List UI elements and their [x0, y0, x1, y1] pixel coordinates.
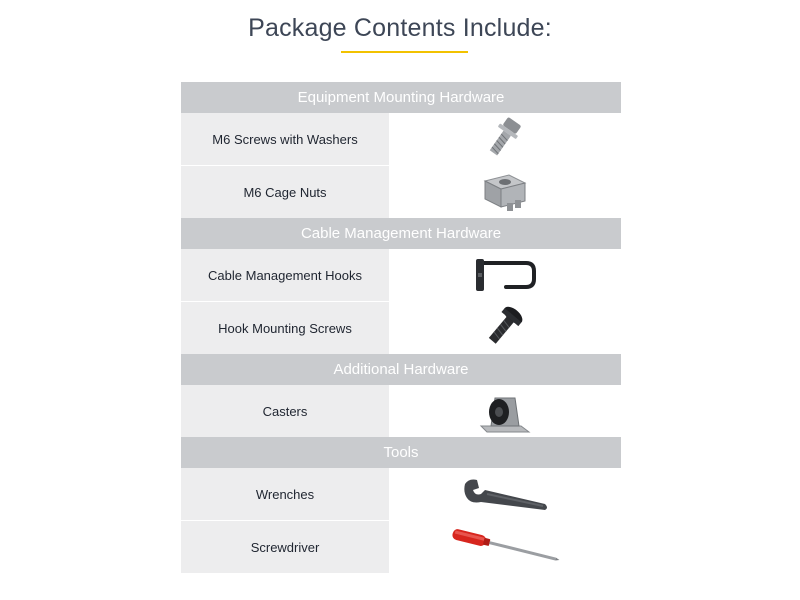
item-image	[389, 468, 621, 520]
black-screw-icon	[475, 303, 535, 353]
wrench-icon	[457, 474, 553, 514]
table-row	[181, 385, 621, 437]
item-image	[389, 113, 621, 165]
table-row	[181, 113, 621, 165]
item-label: Cable Management Hooks	[181, 249, 389, 301]
section-header-additional-hardware: Additional Hardware	[181, 354, 621, 385]
section-header-tools: Tools	[181, 437, 621, 468]
item-label: M6 Cage Nuts	[181, 166, 389, 218]
item-label: Hook Mounting Screws	[181, 302, 389, 354]
table-row	[181, 301, 621, 354]
table-row	[181, 249, 621, 301]
item-image	[389, 249, 621, 301]
cable-hook-icon	[470, 255, 540, 295]
item-label: Casters	[181, 385, 389, 437]
caster-wheel-icon	[475, 386, 535, 436]
item-label: Screwdriver	[181, 521, 389, 573]
item-image	[389, 166, 621, 218]
table-row	[181, 520, 621, 573]
title-underline	[341, 51, 468, 53]
item-image	[389, 302, 621, 354]
section-header-equipment-mounting: Equipment Mounting Hardware	[181, 82, 621, 113]
item-label: Wrenches	[181, 468, 389, 520]
item-image	[389, 521, 621, 573]
item-label: M6 Screws with Washers	[181, 113, 389, 165]
item-image	[389, 385, 621, 437]
screw-with-washer-icon	[475, 114, 535, 164]
table-row	[181, 165, 621, 218]
contents-table	[181, 82, 621, 573]
page-title: Package Contents Include:	[248, 14, 552, 42]
table-row	[181, 468, 621, 520]
cage-nut-icon	[475, 167, 535, 217]
screwdriver-icon	[447, 529, 563, 565]
section-header-cable-management: Cable Management Hardware	[181, 218, 621, 249]
